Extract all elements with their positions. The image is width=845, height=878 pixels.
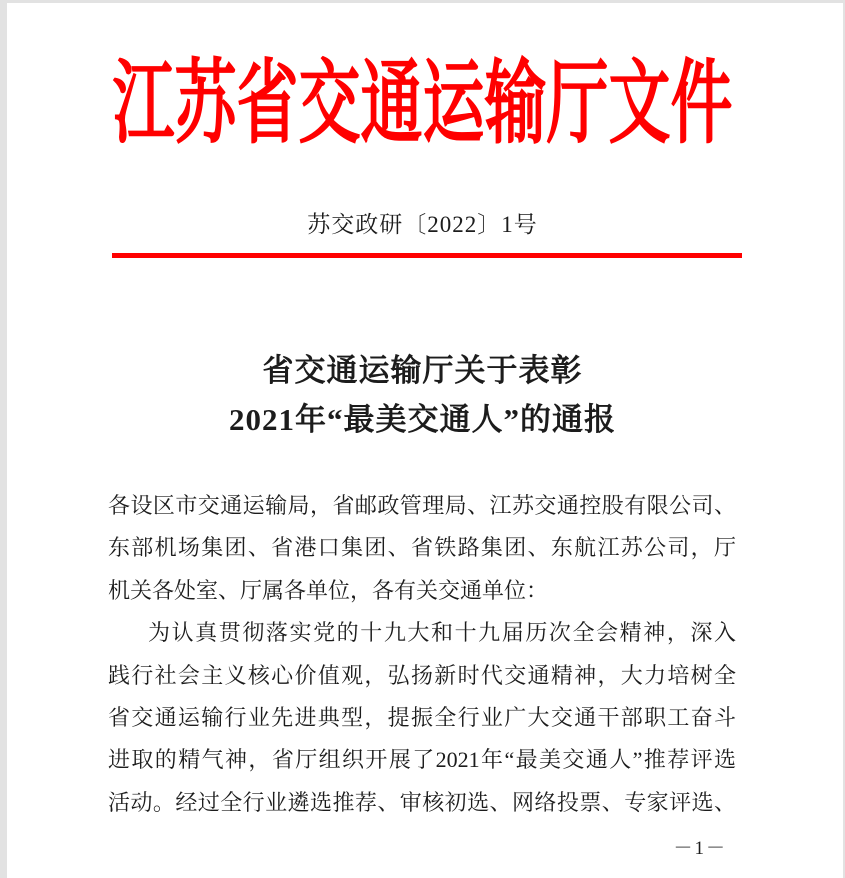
document-body xyxy=(108,485,736,824)
body-line-6: 省交通运输行业先进典型，提振全行业广大交通干部职工奋斗 xyxy=(108,704,736,730)
page-number: －1－ xyxy=(673,838,727,859)
body-line-1: 各设区市交通运输局，省邮政管理局、江苏交通控股有限公司、 xyxy=(108,493,736,518)
red-divider-line xyxy=(112,253,742,258)
body-line-3: 机关各处室、厅属各单位，各有关交通单位： xyxy=(108,577,549,603)
body-line-4: 为认真贯彻落实党的十九大和十九届历次全会精神，深入 xyxy=(148,620,736,646)
document-title xyxy=(0,346,845,444)
document-title-line-2: 2021年“最美交通人”的通报 xyxy=(229,402,616,437)
page-edge-top xyxy=(0,0,845,3)
masthead-org-title: 江苏省交通运输厅文件 xyxy=(112,54,733,156)
document-title-line-1: 省交通运输厅关于表彰 xyxy=(262,353,583,388)
body-line-8: 活动。经过全行业遴选推荐、审核初选、网络投票、专家评选、 xyxy=(108,789,736,815)
body-line-5: 践行社会主义核心价值观，弘扬新时代交通精神，大力培树全 xyxy=(108,662,736,688)
document-reference-number: 苏交政研〔2022〕1号 xyxy=(307,212,538,237)
body-line-7: 进取的精气神，省厅组织开展了2021年“最美交通人”推荐评选 xyxy=(108,747,736,773)
body-line-2: 东部机场集团、省港口集团、省铁路集团、东航江苏公司，厅 xyxy=(108,535,736,561)
